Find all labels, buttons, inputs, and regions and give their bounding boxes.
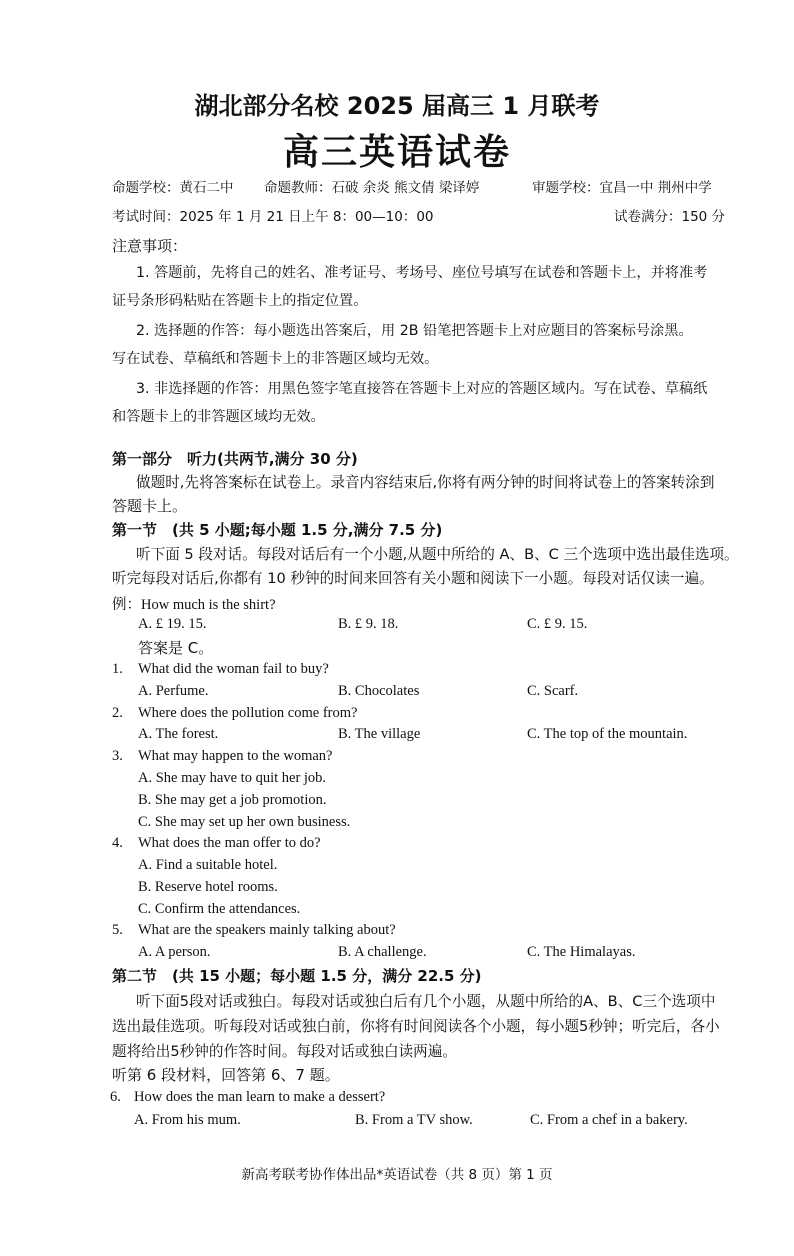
option-a: A. Find a suitable hotel. — [138, 857, 278, 873]
question-number: 1. — [112, 661, 123, 677]
example-option-b: B. £ 9. 18. — [338, 616, 399, 632]
full-score: 试卷满分：150 分 — [614, 209, 726, 225]
part1-intro-line-2: 答题卡上。 — [112, 497, 188, 515]
section2-intro-line-3: 题将给出5秒钟的作答时间。每段对话或独白读两遍。 — [112, 1043, 457, 1060]
option-b: B. Chocolates — [338, 683, 420, 699]
example-question: 例：How much is the shirt? — [112, 597, 276, 613]
question-number: 4. — [112, 835, 123, 851]
option-b: B. Reserve hotel rooms. — [138, 879, 278, 895]
note-1-line-2: 证号条形码粘贴在答题卡上的指定位置。 — [112, 293, 368, 309]
section1-heading: 第一节 (共 5 小题;每小题 1.5 分,满分 7.5 分) — [112, 521, 443, 539]
question-number: 5. — [112, 922, 123, 938]
example-answer: 答案是 C。 — [138, 639, 214, 657]
notes-heading: 注意事项： — [112, 237, 188, 255]
question-text: What may happen to the woman? — [138, 748, 333, 764]
question-text: How does the man learn to make a dessert? — [134, 1089, 386, 1105]
question-number: 3. — [112, 748, 123, 764]
question-number: 2. — [112, 705, 123, 721]
question-text: Where does the pollution come from? — [138, 705, 358, 721]
option-b: B. A challenge. — [338, 944, 427, 960]
option-c: C. The Himalayas. — [527, 944, 636, 960]
question-text: What does the man offer to do? — [138, 835, 321, 851]
note-2-line-2: 写在试卷、草稿纸和答题卡上的非答题区域均无效。 — [112, 351, 439, 367]
section1-intro-line-1: 听下面 5 段对话。每段对话后有一个小题,从题中所给的 A、B、C 三个选项中选出最佳选项。 — [136, 546, 739, 563]
option-a: A. A person. — [138, 944, 211, 960]
exam-subtitle: 高三英语试卷 — [282, 132, 511, 173]
option-c: C. The top of the mountain. — [527, 726, 688, 742]
option-b: B. The village — [338, 726, 421, 742]
option-c: C. From a chef in a bakery. — [530, 1112, 688, 1128]
question-text: What did the woman fail to buy? — [138, 661, 329, 677]
option-c: C. Confirm the attendances. — [138, 901, 301, 917]
example-option-a: A. £ 19. 15. — [138, 616, 207, 632]
section2-intro-line-1: 听下面5段对话或独白。每段对话或独白后有几个小题，从题中所给的A、B、C三个选项中 — [136, 993, 716, 1010]
note-3-line-2: 和答题卡上的非答题区域均无效。 — [112, 409, 325, 425]
setter-teachers: 命题教师：石破 余炎 熊文倩 梁译婷 — [264, 180, 480, 196]
note-2-line-1: 2. 选择题的作答：每小题选出答案后，用 2B 铅笔把答题卡上对应题目的答案标号涂黑。 — [136, 323, 693, 339]
option-c: C. Scarf. — [527, 683, 579, 699]
part1-intro-line-1: 做题时,先将答案标在试卷上。录音内容结束后,你将有两分钟的时间将试卷上的答案转涂到 — [136, 474, 715, 491]
part1-heading: 第一部分 听力(共两节,满分 30 分) — [112, 450, 358, 468]
option-c: C. She may set up her own business. — [138, 814, 351, 830]
note-3-line-1: 3. 非选择题的作答：用黑色签字笔直接答在答题卡上对应的答题区域内。写在试卷、草稿纸 — [136, 381, 708, 397]
question-text: What are the speakers mainly talking about? — [138, 922, 396, 938]
example-option-c: C. £ 9. 15. — [527, 616, 588, 632]
option-a: A. The forest. — [138, 726, 219, 742]
note-1-line-1: 1. 答题前，先将自己的姓名、准考证号、考场号、座位号填写在试卷和答题卡上，并将准考 — [136, 265, 708, 281]
setter-school: 命题学校：黄石二中 — [112, 180, 234, 196]
exam-title: 湖北部分名校 2025 届高三 1 月联考 — [194, 92, 600, 120]
option-a: A. She may have to quit her job. — [138, 770, 327, 786]
page-footer: 新高考联考协作体出品*英语试卷（共 8 页）第 1 页 — [241, 1167, 553, 1183]
exam-time: 考试时间：2025 年 1 月 21 日上午 8：00—10：00 — [112, 209, 434, 225]
reviewer-schools: 审题学校：宜昌一中 荆州中学 — [532, 180, 712, 196]
option-b: B. From a TV show. — [355, 1112, 473, 1128]
option-a: A. Perfume. — [138, 683, 209, 699]
section2-intro-line-2: 选出最佳选项。听每段对话或独白前，你将有时间阅读各个小题，每小题5秒钟；听完后，各小 — [112, 1018, 720, 1035]
section1-intro-line-2: 听完每段对话后,你都有 10 秒钟的时间来回答有关小题和阅读下一小题。每段对话仅读一遍。 — [112, 570, 714, 587]
option-b: B. She may get a job promotion. — [138, 792, 327, 808]
section2-heading: 第二节 (共 15 小题；每小题 1.5 分，满分 22.5 分) — [112, 967, 482, 985]
option-a: A. From his mum. — [134, 1112, 241, 1128]
question-number: 6. — [110, 1089, 121, 1105]
material-instruction: 听第 6 段材料，回答第 6、7 题。 — [112, 1066, 340, 1084]
